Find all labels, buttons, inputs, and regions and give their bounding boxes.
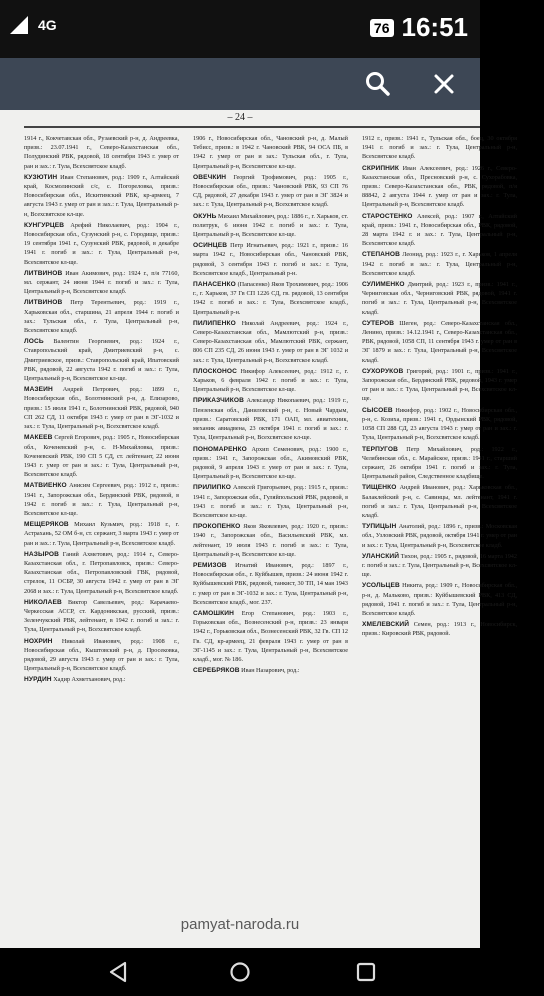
recents-button[interactable] bbox=[346, 952, 386, 992]
record-entry bbox=[193, 212, 348, 240]
record-text: Николай Андреевич, род.: 1924 г., Северо-Казахстанская обл., Мамлютский р-н, призв.: Северо-Казахстанская обл., Мамлютский РВК, сержант, 806 СП 235 СД, 26 июня 1943 г. умер от ран в ЭГ 1032 и зах.: г. Тула, Центральный р-н, Всехсвятское кладб. bbox=[193, 319, 349, 364]
record-entry bbox=[193, 134, 348, 171]
record-text: Иван Назарович, род.: bbox=[241, 667, 300, 675]
url-footer bbox=[0, 900, 480, 948]
record-text: Петр Игнатьевич, род.: 1921 г., призв.: 16 марта 1942 г., Новосибирская обл., Чановский РВК, рядовой, 3 сентября 1943 г. погиб и зах.: г. Тула, Всехсвятское кладб., Центральный р-н. bbox=[193, 242, 349, 277]
record-entry bbox=[193, 319, 348, 365]
record-text: 1912 г., призв.: 1941 г., Тульская обл., боец, 30 октября 1941 г. погиб и зах.: г. Тула, Центральный р-н, Всехсвятское кладб. bbox=[362, 135, 517, 161]
record-text: Никита, род.: 1909 г., Новосибирская обл., р-н, д. Мальково, призв.: Куйбышевский РВК, 413 СД, рядовой, 1941 г. погиб и зах.: г. Тула, Центральный р-н, Всехсвятское кладб. bbox=[362, 582, 517, 617]
record-text: Ганий Ахметович, род.: 1914 г., Северо-Казахстанская обл., г. Петропавловск, призв.: Северо-Казахстанская обл., Петропавловский ГВК, рядовой, стрелок, 11 ОСБР, 30 августа 1942 г. умер от ран в ЭГ 2068 и зах.: г. Тула, Центральный р-н, Всехсвятское кладб. bbox=[24, 550, 179, 595]
record-entry bbox=[24, 337, 179, 383]
record-surname: ХМЕЛЕВСКИЙ bbox=[362, 621, 410, 629]
record-text: Петр Михайлович, род.: 1922 г., Челябинская обл., с. Марайское, призв.: 1941 г., старший сержант, 26 октября 1941 г. погиб и зах.: г. Тула, Центральный район, Следственное кладбище. bbox=[362, 445, 518, 481]
record-entry bbox=[362, 620, 517, 638]
record-surname: ПРИКАЗЧИКОВ bbox=[193, 397, 244, 405]
record-text: Сергей Егорович, род.: 1905 г., Новосибирская обл., Коченевский р-н, с. Н-Михайловка, призв.: Коченевский РВК, 190 СП 5 СД, ст. лейтенант, 22 июня 1943 г. умер от ран и зах.: г. Тула, Центральный р-н, Всехсвятское кладб. bbox=[24, 434, 179, 479]
record-entry bbox=[24, 298, 179, 335]
record-text: (Папасенко) Яков Трохимович, род.: 1906 г., г. Харьков, 37 Гв СП 1226 СД, гв. рядовой, 13 сентября 1942 г. погиб и зах.: г. Тула, Всехсвятское кладб., Центральный р-н. bbox=[193, 281, 348, 316]
record-text: Хадир Ахметханович, род.: bbox=[53, 676, 126, 684]
record-surname: СУТЕРОВ bbox=[362, 319, 395, 327]
home-icon bbox=[229, 961, 251, 983]
record-surname: ПОНОМАРЕНКО bbox=[193, 445, 247, 453]
record-text: Александр Никопаевич, род.: 1919 г., Пензенская обл., Даниловский р-н, с. Новый Чардым, призв.: Саратовский РВК, 171 ОАП, мл. авиатехник, механик авиадвена, 23 октября 1941 г. погиб и зах.: г. Тула, Центральный р-н, Всехсвятское кл-ще. bbox=[193, 397, 348, 442]
record-text: Михаил Кузьмич, род.: 1918 г., г. Астрахань, 52 ОМ б-н, ст. сержант, 3 марта 1943 г. умер от ран и зах.: г. Тула, Центральный р-н, Всехсвятское кладб. bbox=[24, 521, 179, 547]
record-text: Михаил Михайлович, род.: 1886 г., г. Харьков, ст. политрук, 6 июня 1942 г. погиб и зах.: г. Тула, Центральный р-н, Всехсвятское кл-ще. bbox=[193, 212, 348, 239]
record-entry bbox=[362, 483, 517, 520]
record-entry bbox=[193, 445, 348, 482]
record-surname: НУРДИН bbox=[24, 676, 52, 684]
record-entry bbox=[24, 598, 179, 635]
status-left bbox=[8, 14, 57, 36]
record-text: Шеген, род.: Северо-Казахстанская обл., Ленино, призв.: 14.12.1941 г., Северо-Казахстанская обл., РВК, рядовой, 1058 СП, 11 сентября 1943 г. умер от ран в ЭГ 1879 и зах.: г. Тула, Центральный р-н, Всехсвятское кладб. bbox=[362, 319, 518, 364]
record-text: Иван Степанович, род.: 1909 г., Алтайский край, Космолинский с/с, с. Погореловка, призв.: Новосибирская обл., Искитимский РВК, кр-армеец, 7 августа 1943 г. умер от ран и зах.: г. Тула, Центральный р-н, Всехсвятское кл-ще. bbox=[24, 173, 180, 218]
text-columns bbox=[24, 134, 544, 687]
record-surname: ПРОКОПЕНКО bbox=[193, 523, 241, 531]
record-entry bbox=[362, 445, 517, 482]
record-entry bbox=[362, 552, 517, 580]
record-surname: ПЛОСКОНОС bbox=[193, 367, 237, 375]
record-surname: ОКУНЬ bbox=[193, 212, 217, 220]
record-surname: ОВЕЧКИН bbox=[193, 173, 227, 181]
status-right bbox=[370, 12, 468, 43]
record-surname: ТЕРПУГОВ bbox=[362, 445, 399, 453]
record-text: Никифор, род.: 1902 г., Новосибирская обл., р-н, с. Козиха, призв.: 1941 г., Ордынский РВК, рядовой, 1058 СП 288 СД, 23 августа 1943 г. умер от ран и зах.: г. Тула, Центральный р-н, Всехсвятское кладб. bbox=[362, 406, 517, 442]
record-text: Андрей Иванович, род.: Харьковская обл., Балаклейский р-н, с. Савинцы, мл. лейтенант, 1941 г. погиб и зах.: г. Тула, Центральный р-н, Всехсвятское кладб. bbox=[362, 484, 517, 519]
record-text: Алексей, род.: 1907 г., Алтайский край, призв.: 1941 г., Новосибирская обл., РВК, рядовой, 28 марта 1942 г. и зах.: г. Тула, Центральный р-н, Всехсвятское кладб. bbox=[362, 212, 517, 248]
record-text: 1914 г., Кокчетавская обл., Рузаевский р-н, д. Андреевка, призв.: 23.07.1941 г., Северо-Казахстанская обл., Полудинский РВК, рядовой, 18 сентября 1943 г. умер от ран и зах.: г. Тула, Всехсвятское кладб. bbox=[24, 135, 179, 170]
record-entry bbox=[193, 522, 348, 559]
record-surname: ТУПИЦЫН bbox=[362, 523, 397, 531]
page-fade bbox=[0, 878, 480, 900]
record-entry bbox=[24, 520, 179, 548]
navigation-bar bbox=[0, 948, 480, 996]
record-entry bbox=[362, 250, 517, 278]
record-entry bbox=[362, 522, 517, 550]
record-surname: ПАНАСЕНКО bbox=[193, 281, 236, 289]
record-entry bbox=[362, 280, 517, 317]
record-text: Иван Алексеевич, род.: 1926 г., Северо-Казахстанская обл., Пресновский р-н, с. Сухорабовка, призв.: Северо-Казахстанская обл., РВК, рядовой, п/я 88842, 2 августа 1944 г. умер от ран и зах.: г. Тула, Центральный р-н, Всехсвятское кладб. bbox=[362, 164, 517, 209]
record-entry bbox=[24, 134, 179, 171]
record-entry bbox=[362, 134, 517, 162]
close-icon bbox=[433, 73, 455, 95]
record-surname: КУЗЮТИН bbox=[24, 173, 58, 181]
back-button[interactable] bbox=[98, 952, 138, 992]
record-surname: ПРИЛИПКО bbox=[193, 484, 231, 492]
text-column bbox=[193, 134, 348, 687]
record-text: Леонид, род.: 1923 г., г. Харьков, 1 апреля 1942 г. погиб и зах.: г. Тула, Центральный р-н, Всехсвятское кладб. bbox=[362, 251, 518, 277]
search-button[interactable] bbox=[358, 64, 398, 104]
record-surname: УЛАНСКИЙ bbox=[362, 552, 400, 560]
record-text: Яков Яковлевич, род.: 1920 г., призв.: 1940 г., Запорожская обл., Васильевский РВК, мл. лейтенант, 19 июля 1943 г. погиб и зах.: г. Тула, Центральный р-н, Всехсвятское кл-ще. bbox=[193, 523, 349, 558]
record-entry bbox=[193, 173, 348, 210]
record-surname: СКРИПНИК bbox=[362, 164, 399, 172]
home-button[interactable] bbox=[220, 952, 260, 992]
record-text: Семен, род.: 1913 г., Новосибирск, призв.: Кировский РВК, рядовой. bbox=[362, 621, 517, 638]
record-entry bbox=[24, 269, 179, 297]
record-surname: МАЗЕИН bbox=[24, 386, 53, 394]
record-surname: СЕРЕБРЯКОВ bbox=[193, 667, 240, 675]
record-surname: НОХРИН bbox=[24, 637, 53, 645]
record-entry bbox=[24, 433, 179, 479]
record-entry bbox=[193, 609, 348, 664]
record-entry bbox=[193, 241, 348, 278]
record-surname: ОСИНЦЕВ bbox=[193, 242, 228, 250]
status-bar bbox=[0, 0, 480, 58]
record-entry bbox=[24, 550, 179, 596]
record-surname: ПИЛИПЕНКО bbox=[193, 319, 236, 327]
recents-icon bbox=[356, 962, 376, 982]
record-text: Анисим Сергеевич, род.: 1912 г., призв.: 1941 г., Запорожская обл., Бердянский РВК, рядовой, в 1942 г. погиб и зах.: г. Тула, Центральный р-н, Всехсвятское кл-ще. bbox=[24, 482, 180, 517]
record-text: Архип Семенович, род.: 1900 г., призв.: 1941 г., Запорожская обл., Акимовский РВК, рядовой, 9 апреля 1943 г. умер от ран и зах.: г. Тула, Центральный р-н, Всехсвятское кл-ще. bbox=[193, 445, 349, 481]
record-text: Валентин Георгиевич, род.: 1924 г., Ставропольский край, Дмитриевский р-н, с. Дмитриевское, призв.: Ставропольский край, Ипатовский РВК, рядовой, 22 августа 1942 г. погиб и зах.: г. Тула, Центральный р-н, Всехсвятское кл-ще. bbox=[24, 338, 179, 383]
record-surname: СУЛИМЕНКО bbox=[362, 281, 405, 289]
clock: 16:51 bbox=[401, 12, 468, 42]
record-surname: ЛИТВИНОВ bbox=[24, 299, 63, 307]
record-entry bbox=[193, 396, 348, 442]
record-text: Дмитрий, род.: 1923 г., призв.: 1941 г., Черниговская обл., Черниговский РВК, рядовой, 1941 г. погиб и зах.: г. Тула, Центральный р-н, Всехсвятское кладб. bbox=[362, 281, 517, 316]
record-surname: СТАРОСТЕНКО bbox=[362, 212, 413, 220]
record-entry bbox=[362, 367, 517, 404]
record-text: Петр Терентьевич, род.: 1919 г., Харьковская обл., старшина, 21 апреля 1944 г. погиб и зах.: Тульская обл., г. Тула, Центральный р-н, Всехсвятское кладб. bbox=[24, 299, 179, 335]
record-entry bbox=[362, 164, 517, 210]
record-surname: ЛИТВИНОВ bbox=[24, 269, 63, 277]
record-surname: МАТВИЕНКО bbox=[24, 482, 67, 490]
record-text: Никифор Алексеевич, род.: 1912 г., г. Харьков, 6 февраля 1942 г. погиб и зах.: г. Тула, Центральный р-н, Всехсвятское кл-ще. bbox=[193, 367, 348, 394]
back-icon bbox=[108, 961, 128, 983]
record-entry bbox=[193, 280, 348, 317]
record-text: Анатолий, род.: 1896 г., призв.: Московская обл., Узловский РВК, рядовой, октября 1941 г. умер от ран и зах.: г. Тула, Центральный р-н, Всехсвятское кладб. bbox=[362, 523, 517, 549]
record-entry bbox=[193, 367, 348, 395]
record-text: Иван Акимович, род.: 1924 г., п/я 77160, мл. сержант, 24 июня 1944 г. погиб и зах.: г. Тула, Центральный р-н, Всехсвятское кладб. bbox=[24, 269, 179, 296]
record-text: Андрей Петрович, род.: 1899 г., Новосибирская обл., Болотнинский р-н, д. Елизарово, призв.: 15 июля 1941 г., Болотнинский РВК, рядовой, 940 СП 262 СД, 11 октября 1943 г. умер от ран в ЭГ-1032 и зах.: г. Тула, Центральный р-н, Всехсвятское кладб. bbox=[24, 386, 179, 431]
record-surname: НИКОЛАЕВ bbox=[24, 598, 62, 606]
document-page[interactable] bbox=[0, 110, 518, 900]
text-column bbox=[362, 134, 517, 687]
record-surname: МАКЕЕВ bbox=[24, 434, 53, 442]
record-entry bbox=[362, 212, 517, 249]
record-text: Игнатий Иванович, род.: 1897 г., Новосибирская обл., г. Куйбышев, призв.: 24 июня 1942 г. Куйбышевский РВК, рядовой, танкист, 30 ТП, 14 мая 1943 г. умер от ран в ЭГ-1032 и зах.: г. Тула, Центральный р-н, Всехсвятское кладб., мог. 237. bbox=[193, 561, 349, 606]
record-surname: УСОЛЬЦЕВ bbox=[362, 582, 400, 590]
record-entry bbox=[24, 173, 179, 219]
record-text: Николай Иванович, род.: 1908 г., Новосибирская обл., Кыштовский р-н, д. Просековка, рядовой, 29 августа 1943 г. умер от ран и зах.: г. Тула, Центральный р-н, Всехсвятское кладб. bbox=[24, 637, 180, 673]
record-surname: НАЗЫРОВ bbox=[24, 550, 60, 558]
record-entry bbox=[193, 666, 348, 675]
record-text: Егор Степанович, род.: 1903 г., Горьковская обл., Вознесенский р-н, призв.: 23 января 1942 г., Горьковская обл., Вознесенский РВК, 32 Гв. СП 12 Гв. СД, кр-армеец, 21 февраля 1943 г. умер от ран в ЭГ-1145 и зах.: г. Тула, Центральный р-н, Всехсвятское кладб., мог. № 186. bbox=[193, 609, 348, 663]
record-text: Арефий Николаевич, род.: 1904 г., Новосибирская обл., Сузунский р-н, с. Городище, призв.: 19 сентября 1941 г., Сузунский РВК, рядовой, в декабре 1941 г. погиб и зах.: г. Тула, Центральный р-н, Всехсвятское кл-ще. bbox=[24, 221, 180, 266]
record-surname: САМОШКИН bbox=[193, 609, 234, 617]
record-text: Григорий, род.: 1901 г., призв.: 1941 г., Запорожская обл., Бердянский РВК, рядовой, 1943 г. умер от ран и зах.: г. Тула, Центральный р-н, Всехсвятское кл-ще. bbox=[362, 367, 518, 403]
record-entry bbox=[24, 637, 179, 674]
record-surname: КУНГУРЦЕВ bbox=[24, 221, 65, 229]
network-type: 4G bbox=[38, 17, 57, 33]
record-entry bbox=[24, 481, 179, 518]
close-button[interactable] bbox=[424, 64, 464, 104]
page-number: – 24 – bbox=[227, 112, 253, 123]
record-surname: ЛОСЬ bbox=[24, 338, 44, 346]
signal-icon bbox=[8, 14, 30, 36]
record-surname: СУХОРУКОВ bbox=[362, 367, 404, 375]
text-column bbox=[24, 134, 179, 687]
record-text: Алексей Григорьевич, род.: 1915 г., призв.: 1941 г., Запорожская обл., Гуляйпольский РВК, рядовой, в 1943 г. погиб и зах.: г. Тула, Центральный р-н, Всехсвятское кл-ще. bbox=[193, 484, 349, 519]
record-text: Георгий Трофимович, род.: 1905 г., Новосибирская обл., призв.: Чановский РВК, 93 СП 76 СД, рядовой, 27 декабря 1943 г. умер от ран в ЭГ 3824 и зах.: г. Тула, Центральный р-н, Всехсвятское кладб. bbox=[193, 173, 349, 209]
record-surname: СЫСОЕВ bbox=[362, 406, 393, 414]
record-text: 1906 г., Новосибирская обл., Чановский р-н, д. Малый Тебисс, призв.: в 1942 г. Чановский РВК, 94 ОСА ПБ, в 1942 г. умер от ран и зах.: Тульская обл., г. Тула, Центральный р-н, Всехсвятское кл-ще. bbox=[193, 135, 348, 170]
record-entry bbox=[362, 581, 517, 618]
record-entry bbox=[193, 561, 348, 607]
record-entry bbox=[193, 483, 348, 520]
record-surname: РЕМИЗОВ bbox=[193, 561, 227, 569]
toolbar bbox=[0, 58, 480, 110]
record-surname: ТИЩЕНКО bbox=[362, 484, 397, 492]
record-surname: СТЕПАНОВ bbox=[362, 251, 400, 259]
record-surname: МЕЩЕРЯКОВ bbox=[24, 521, 69, 529]
record-entry bbox=[362, 319, 517, 365]
search-icon bbox=[365, 71, 391, 97]
record-entry bbox=[24, 675, 179, 684]
battery-level: 76 bbox=[370, 19, 394, 37]
site-url[interactable]: pamyat-naroda.ru bbox=[180, 915, 300, 933]
record-entry bbox=[24, 221, 179, 267]
record-text: Виктор Савельевич, род.: Карачаево-Черкесская АССР, ст. Кардоникская, русский, призв.: Зеленчукский РВК, лейтенант, в 1942 г. погиб и зах.: г. Тула, Центральный р-н, Всехсвятское кладб. bbox=[24, 598, 180, 634]
header-rule bbox=[24, 126, 480, 128]
record-entry bbox=[362, 406, 517, 443]
record-entry bbox=[24, 385, 179, 431]
record-text: Тихон, род.: 1905 г., рядовой, 16 марта 1942 г. погиб и зах.: г. Тула, Центральный р-н, Всехсвятское кл-ще. bbox=[362, 552, 517, 579]
